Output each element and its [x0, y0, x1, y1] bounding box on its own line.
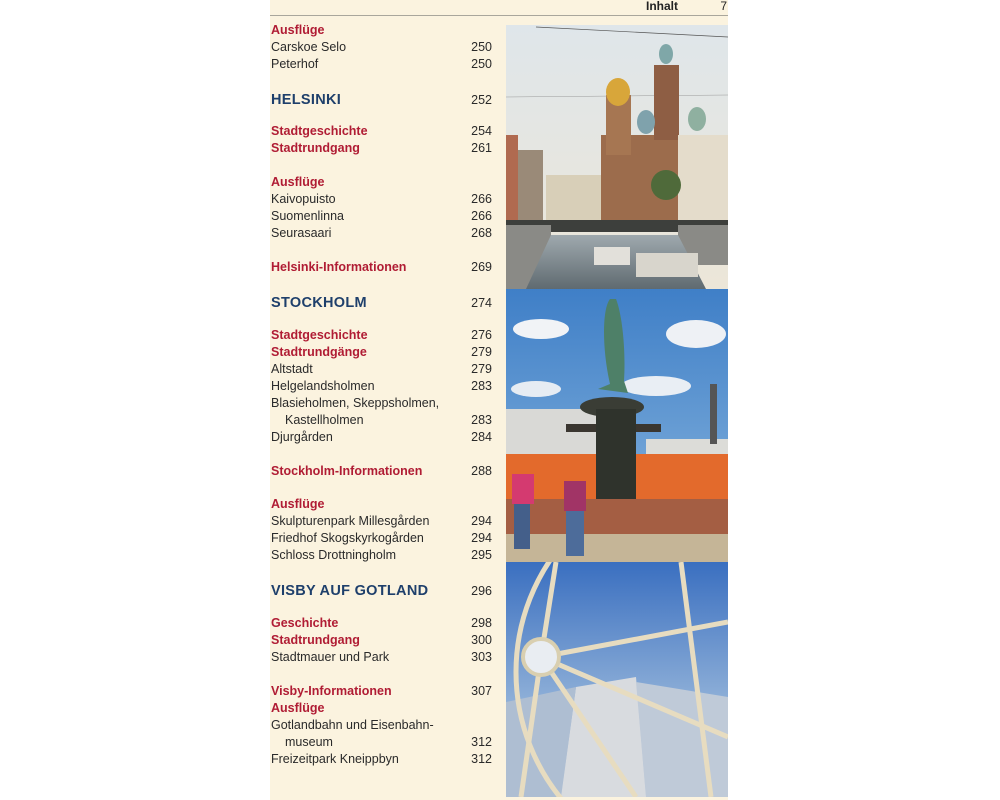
toc-page-number: 300 [471, 633, 492, 647]
toc-label: Altstadt [271, 362, 313, 376]
toc-label: HELSINKI [271, 92, 342, 108]
toc-label: Helgelandsholmen [271, 379, 375, 393]
toc-label: Carskoe Selo [271, 40, 347, 54]
photo-church-canal [506, 25, 728, 289]
toc-page-number: 250 [471, 40, 492, 54]
toc-entry [270, 751, 494, 768]
toc-entry [270, 56, 494, 73]
toc-section [270, 615, 494, 632]
toc-section [270, 463, 494, 480]
toc-section [270, 496, 494, 513]
toc-label: Skulpturenpark Millesgården [271, 514, 430, 528]
toc-page-number: 294 [471, 514, 492, 528]
toc-label: Schloss Drottningholm [271, 548, 397, 562]
toc-label: Stadtrundgänge [271, 345, 367, 359]
toc-label: Ausflüge [271, 701, 325, 715]
toc-entry [270, 547, 494, 564]
toc-page-number: 268 [471, 226, 492, 240]
toc-page-number: 307 [471, 684, 492, 698]
toc-page-number: 269 [471, 260, 492, 274]
toc-entry [270, 429, 494, 446]
toc-section [270, 344, 494, 361]
toc-label: Stadtgeschichte [271, 328, 368, 342]
toc-page-number: 283 [471, 413, 492, 427]
toc-page-number: 284 [471, 430, 492, 444]
toc-section [270, 327, 494, 344]
toc-page-number: 294 [471, 531, 492, 545]
toc-page-number: 279 [471, 345, 492, 359]
toc-page-number: 250 [471, 57, 492, 71]
toc-page-number: 283 [471, 379, 492, 393]
toc-section [270, 700, 494, 717]
toc-section [270, 123, 494, 140]
toc-page-number: 295 [471, 548, 492, 562]
toc-label: Stadtrundgang [271, 633, 360, 647]
toc-entry [270, 361, 494, 378]
toc-section [270, 259, 494, 276]
toc-page-number: 298 [471, 616, 492, 630]
toc-section [270, 683, 494, 700]
toc-label: Stadtmauer und Park [271, 650, 390, 664]
toc-entry [270, 378, 494, 395]
toc-label: Djurgården [271, 430, 333, 444]
toc-label: Kaivopuisto [271, 192, 336, 206]
toc-label: Kastellholmen [285, 413, 364, 427]
toc-label: Ausflüge [271, 23, 325, 37]
toc-entry [270, 412, 494, 429]
toc-section [270, 22, 494, 39]
toc-section [270, 632, 494, 649]
book-page [270, 0, 728, 800]
toc-page-number: 276 [471, 328, 492, 342]
toc-entry [270, 530, 494, 547]
toc-label: Stadtgeschichte [271, 124, 368, 138]
toc-page-number: 303 [471, 650, 492, 664]
toc-page-number: 274 [471, 296, 492, 310]
toc-label: Gotlandbahn und Eisenbahn- [271, 718, 434, 732]
toc-page-number: 312 [471, 735, 492, 749]
toc-label: Helsinki-Informationen [271, 260, 407, 274]
toc-label: Seurasaari [271, 226, 332, 240]
toc-label: Peterhof [271, 57, 319, 71]
toc-page-number: 266 [471, 209, 492, 223]
toc-label: Blasieholmen, Skeppsholmen, [271, 396, 440, 410]
toc-entry [270, 395, 494, 412]
photo-fountain-statue [506, 289, 728, 562]
page-header [270, 0, 728, 16]
toc-page-number: 288 [471, 464, 492, 478]
toc-label: STOCKHOLM [271, 295, 367, 311]
toc-entry [270, 191, 494, 208]
toc-entry [270, 717, 494, 734]
page-number: 7 [720, 0, 727, 13]
toc-label: Ausflüge [271, 175, 325, 189]
toc-section [270, 140, 494, 157]
toc-label: Suomenlinna [271, 209, 344, 223]
toc-label: Visby-Informationen [271, 684, 392, 698]
toc-label: Freizeitpark Kneippbyn [271, 752, 399, 766]
toc-entry [270, 513, 494, 530]
toc-entry [270, 649, 494, 666]
toc-label: museum [285, 735, 333, 749]
toc-chapter [270, 90, 494, 110]
toc-page-number: 312 [471, 752, 492, 766]
toc-page-number: 261 [471, 141, 492, 155]
toc-label: Geschichte [271, 616, 339, 630]
toc-label: Stockholm-Informationen [271, 464, 423, 478]
toc-page-number: 296 [471, 584, 492, 598]
toc-page-number: 266 [471, 192, 492, 206]
photo-glass-dome [506, 562, 728, 797]
header-title: Inhalt [646, 0, 678, 13]
toc-chapter [270, 293, 494, 313]
toc-section [270, 174, 494, 191]
toc-entry [270, 734, 494, 751]
toc-label: VISBY AUF GOTLAND [271, 583, 429, 599]
toc-entry [270, 225, 494, 242]
toc-entry [270, 39, 494, 56]
toc-chapter [270, 581, 494, 601]
toc-page-number: 252 [471, 93, 492, 107]
toc-label: Friedhof Skogskyrkogården [271, 531, 424, 545]
toc-entry [270, 208, 494, 225]
toc-label: Ausflüge [271, 497, 325, 511]
toc-label: Stadtrundgang [271, 141, 360, 155]
toc-page-number: 254 [471, 124, 492, 138]
toc-page-number: 279 [471, 362, 492, 376]
